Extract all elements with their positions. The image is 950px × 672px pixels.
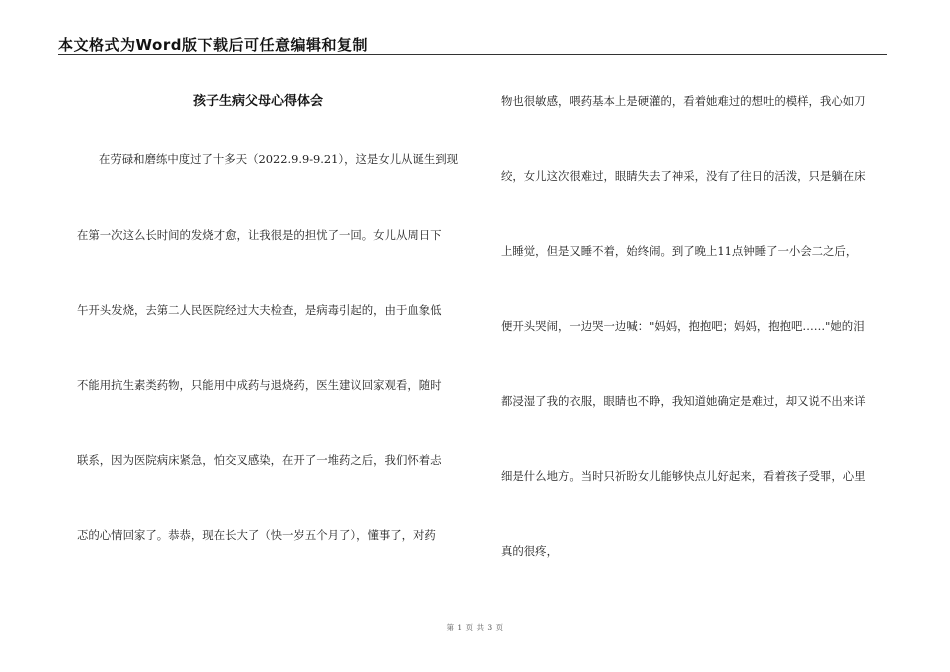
paragraph-line: 联系，因为医院病床紧急，怕交叉感染，在开了一堆药之后，我们怀着忐 [77,453,442,467]
document-header-banner: 本文格式为Word版下载后可任意编辑和复制 [58,36,368,54]
paragraph-line: 便开头哭闹，一边哭一边喊："妈妈，抱抱吧；妈妈，抱抱吧……"她的泪 [501,319,865,333]
header-divider [58,54,887,55]
paragraph-line: 在劳碌和磨练中度过了十多天（2022.9.9-9.21），这是女儿从诞生到现 [99,152,459,166]
paragraph-line: 午开头发烧，去第二人民医院经过大夫检查，是病毒引起的，由于血象低 [77,303,442,317]
document-title: 孩子生病父母心得体会 [193,94,324,109]
page-number-footer: 第 1 页 共 3 页 [446,623,504,632]
paragraph-line: 不能用抗生素类药物，只能用中成药与退烧药，医生建议回家观看，随时 [77,378,442,392]
paragraph-line: 绞，女儿这次很难过，眼睛失去了神采，没有了往日的活泼，只是躺在床 [501,169,866,183]
paragraph-line: 细是什么地方。当时只祈盼女儿能够快点儿好起来，看着孩子受罪，心里 [501,469,866,483]
paragraph-line: 上睡觉，但是又睡不着，始终闹。到了晚上11点钟睡了一小会二之后， [501,244,858,258]
paragraph-line: 忑的心情回家了。恭恭，现在长大了（快一岁五个月了），懂事了，对药 [77,528,436,542]
paragraph-line: 物也很敏感，喂药基本上是硬灌的，看着她难过的想吐的模样，我心如刀 [501,94,866,108]
paragraph-line: 真的很疼， [501,544,558,558]
paragraph-line: 在第一次这么长时间的发烧才愈，让我很是的担忧了一回。女儿从周日下 [77,228,442,242]
paragraph-line: 都浸湿了我的衣服，眼睛也不睁，我知道她确定是难过，却又说不出来详 [501,394,866,408]
